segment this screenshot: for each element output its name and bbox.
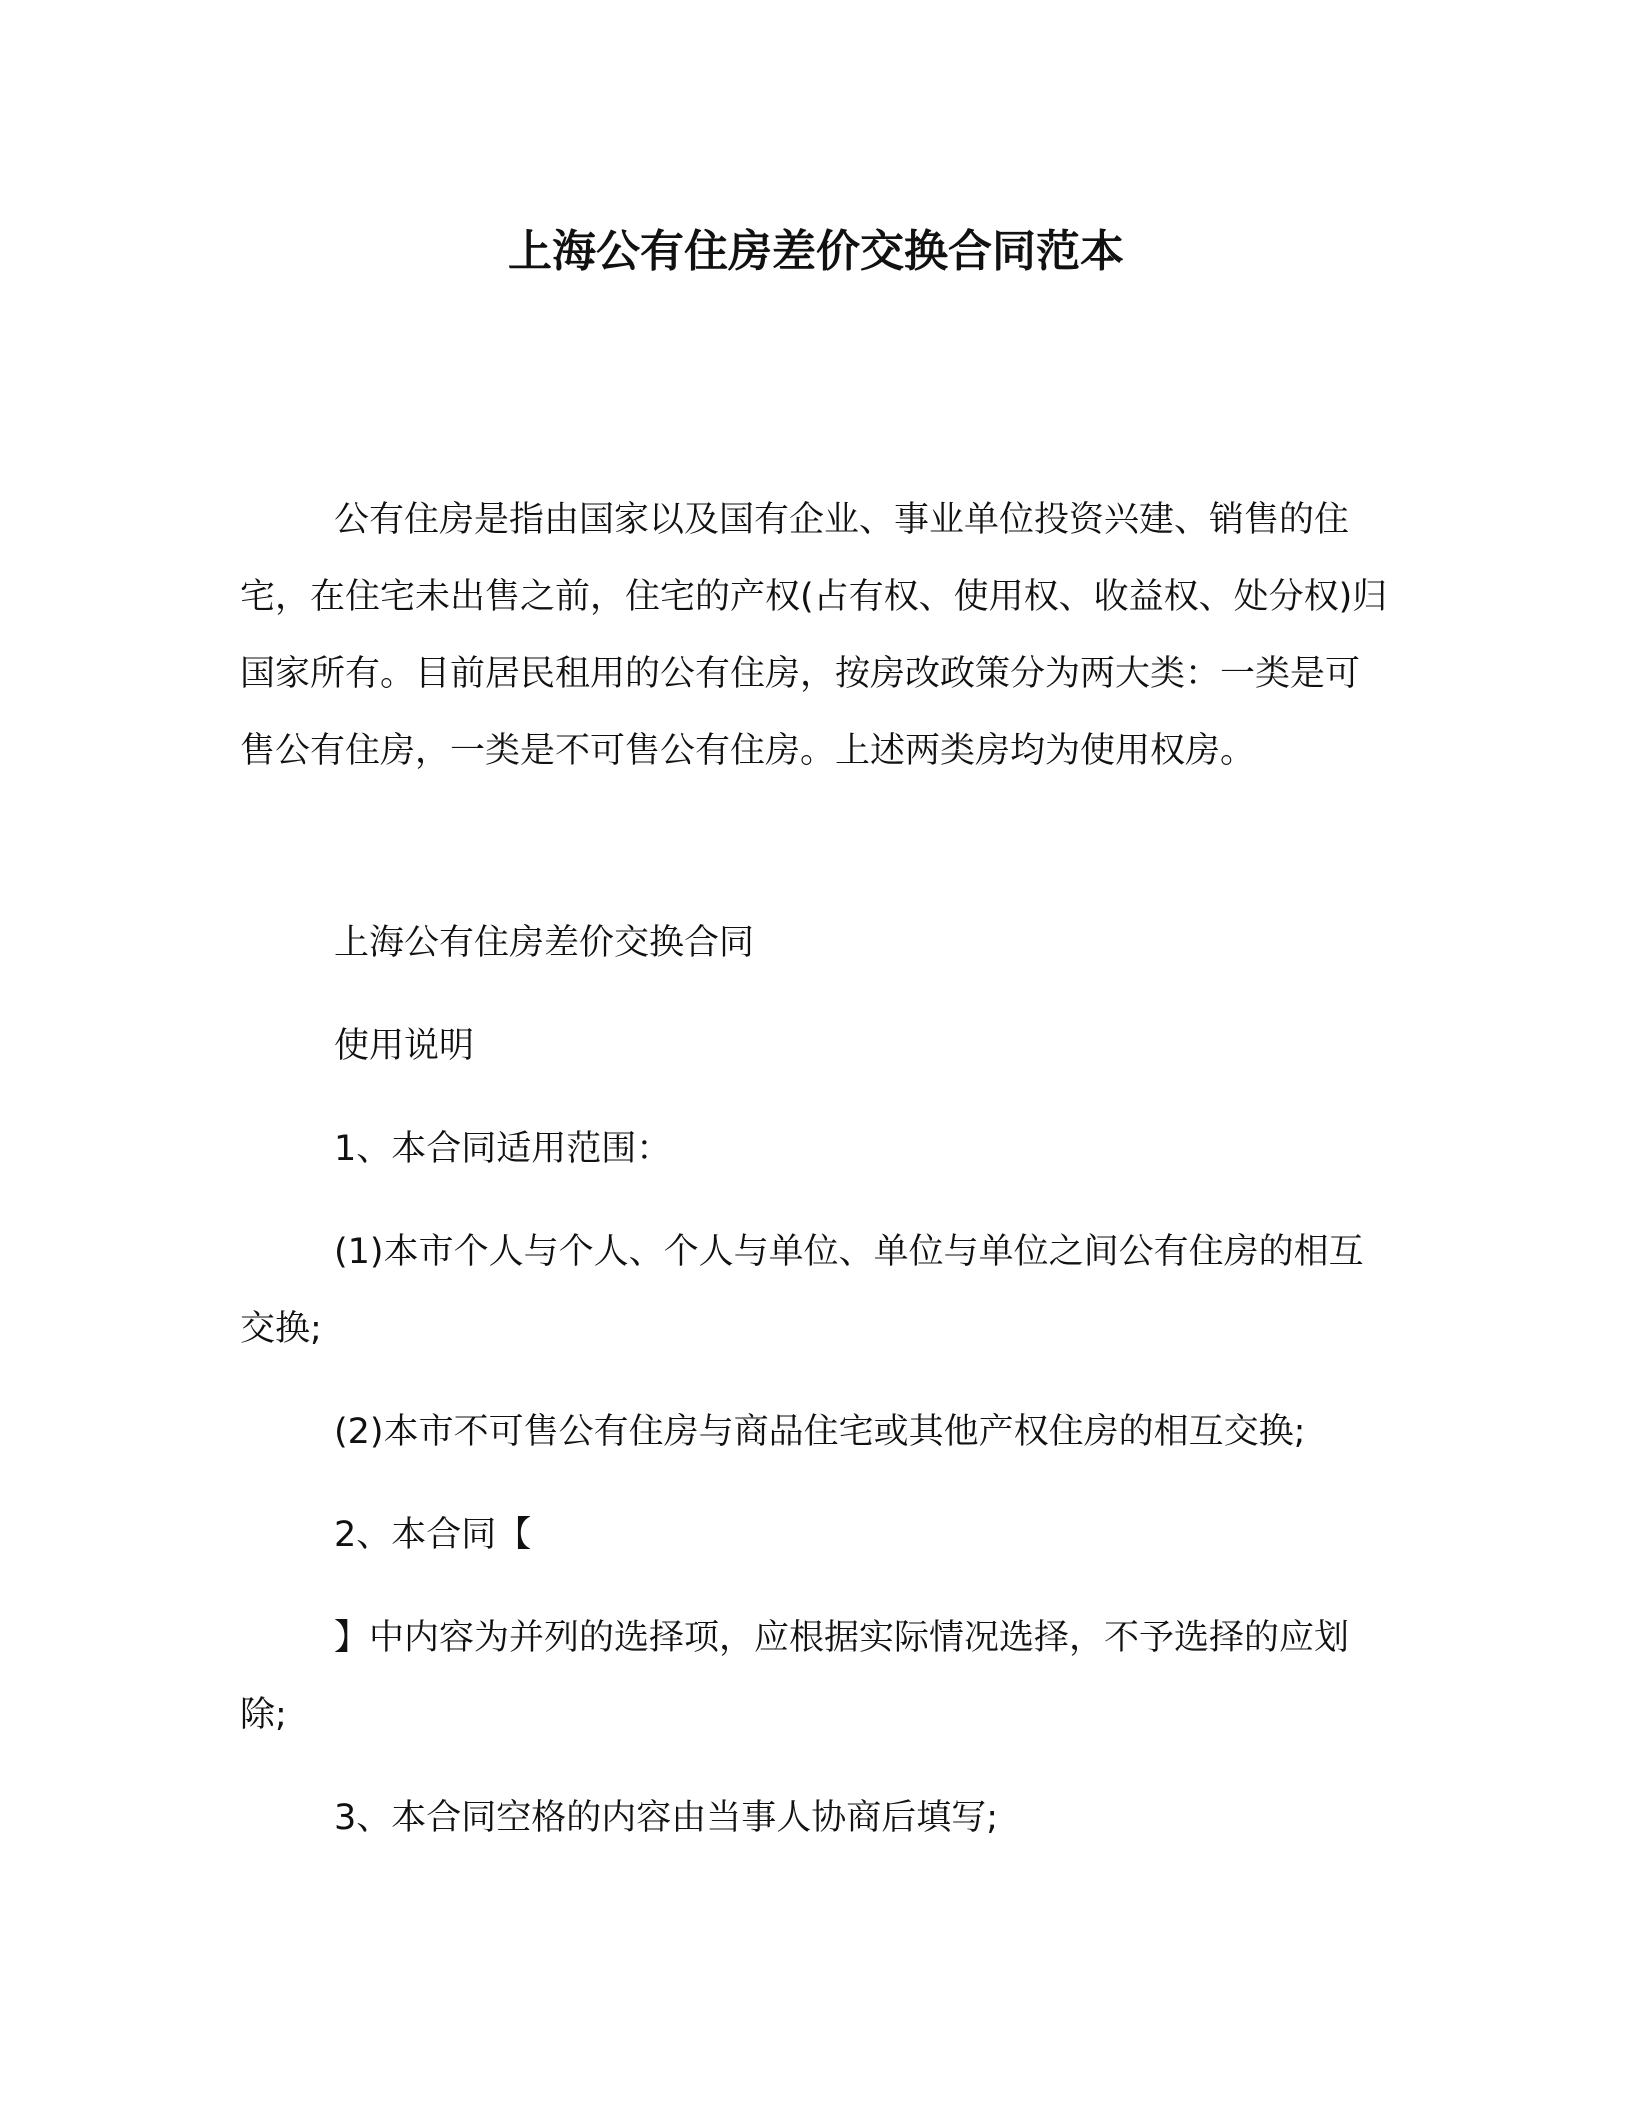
intro-paragraph-container bbox=[240, 482, 1390, 790]
instructions-heading: 使用说明 bbox=[334, 1026, 475, 1066]
item-1-sub-2: (2)本市不可售公有住房与商品住宅或其他产权住房的相互交换; bbox=[334, 1412, 1306, 1452]
item-2: 2、本合同【 bbox=[334, 1515, 532, 1555]
item-3: 3、本合同空格的内容由当事人协商后填写; bbox=[334, 1798, 999, 1838]
contract-title: 上海公有住房差价交换合同 bbox=[334, 923, 755, 963]
item-1: 1、本合同适用范围： bbox=[334, 1129, 672, 1169]
item-2-continued: 】中内容为并列的选择项，应根据实际情况选择，不予选择的应划除; bbox=[240, 1618, 1350, 1735]
intro-paragraph: 公有住房是指由国家以及国有企业、事业单位投资兴建、销售的住宅，在住宅未出售之前，住宅的产权(占有权、使用权、收益权、处分权)归国家所有。目前居民租用的公有住房，按房改政策分为两大类：一类是可售公有住房，一类是不可售公有住房。上述两类房均为使用权房。 bbox=[240, 500, 1388, 771]
item-1-sub-1: (1)本市个人与个人、个人与单位、单位与单位之间公有住房的相互交换; bbox=[240, 1232, 1364, 1349]
document-title: 上海公有住房差价交换合同范本 bbox=[508, 226, 1124, 277]
